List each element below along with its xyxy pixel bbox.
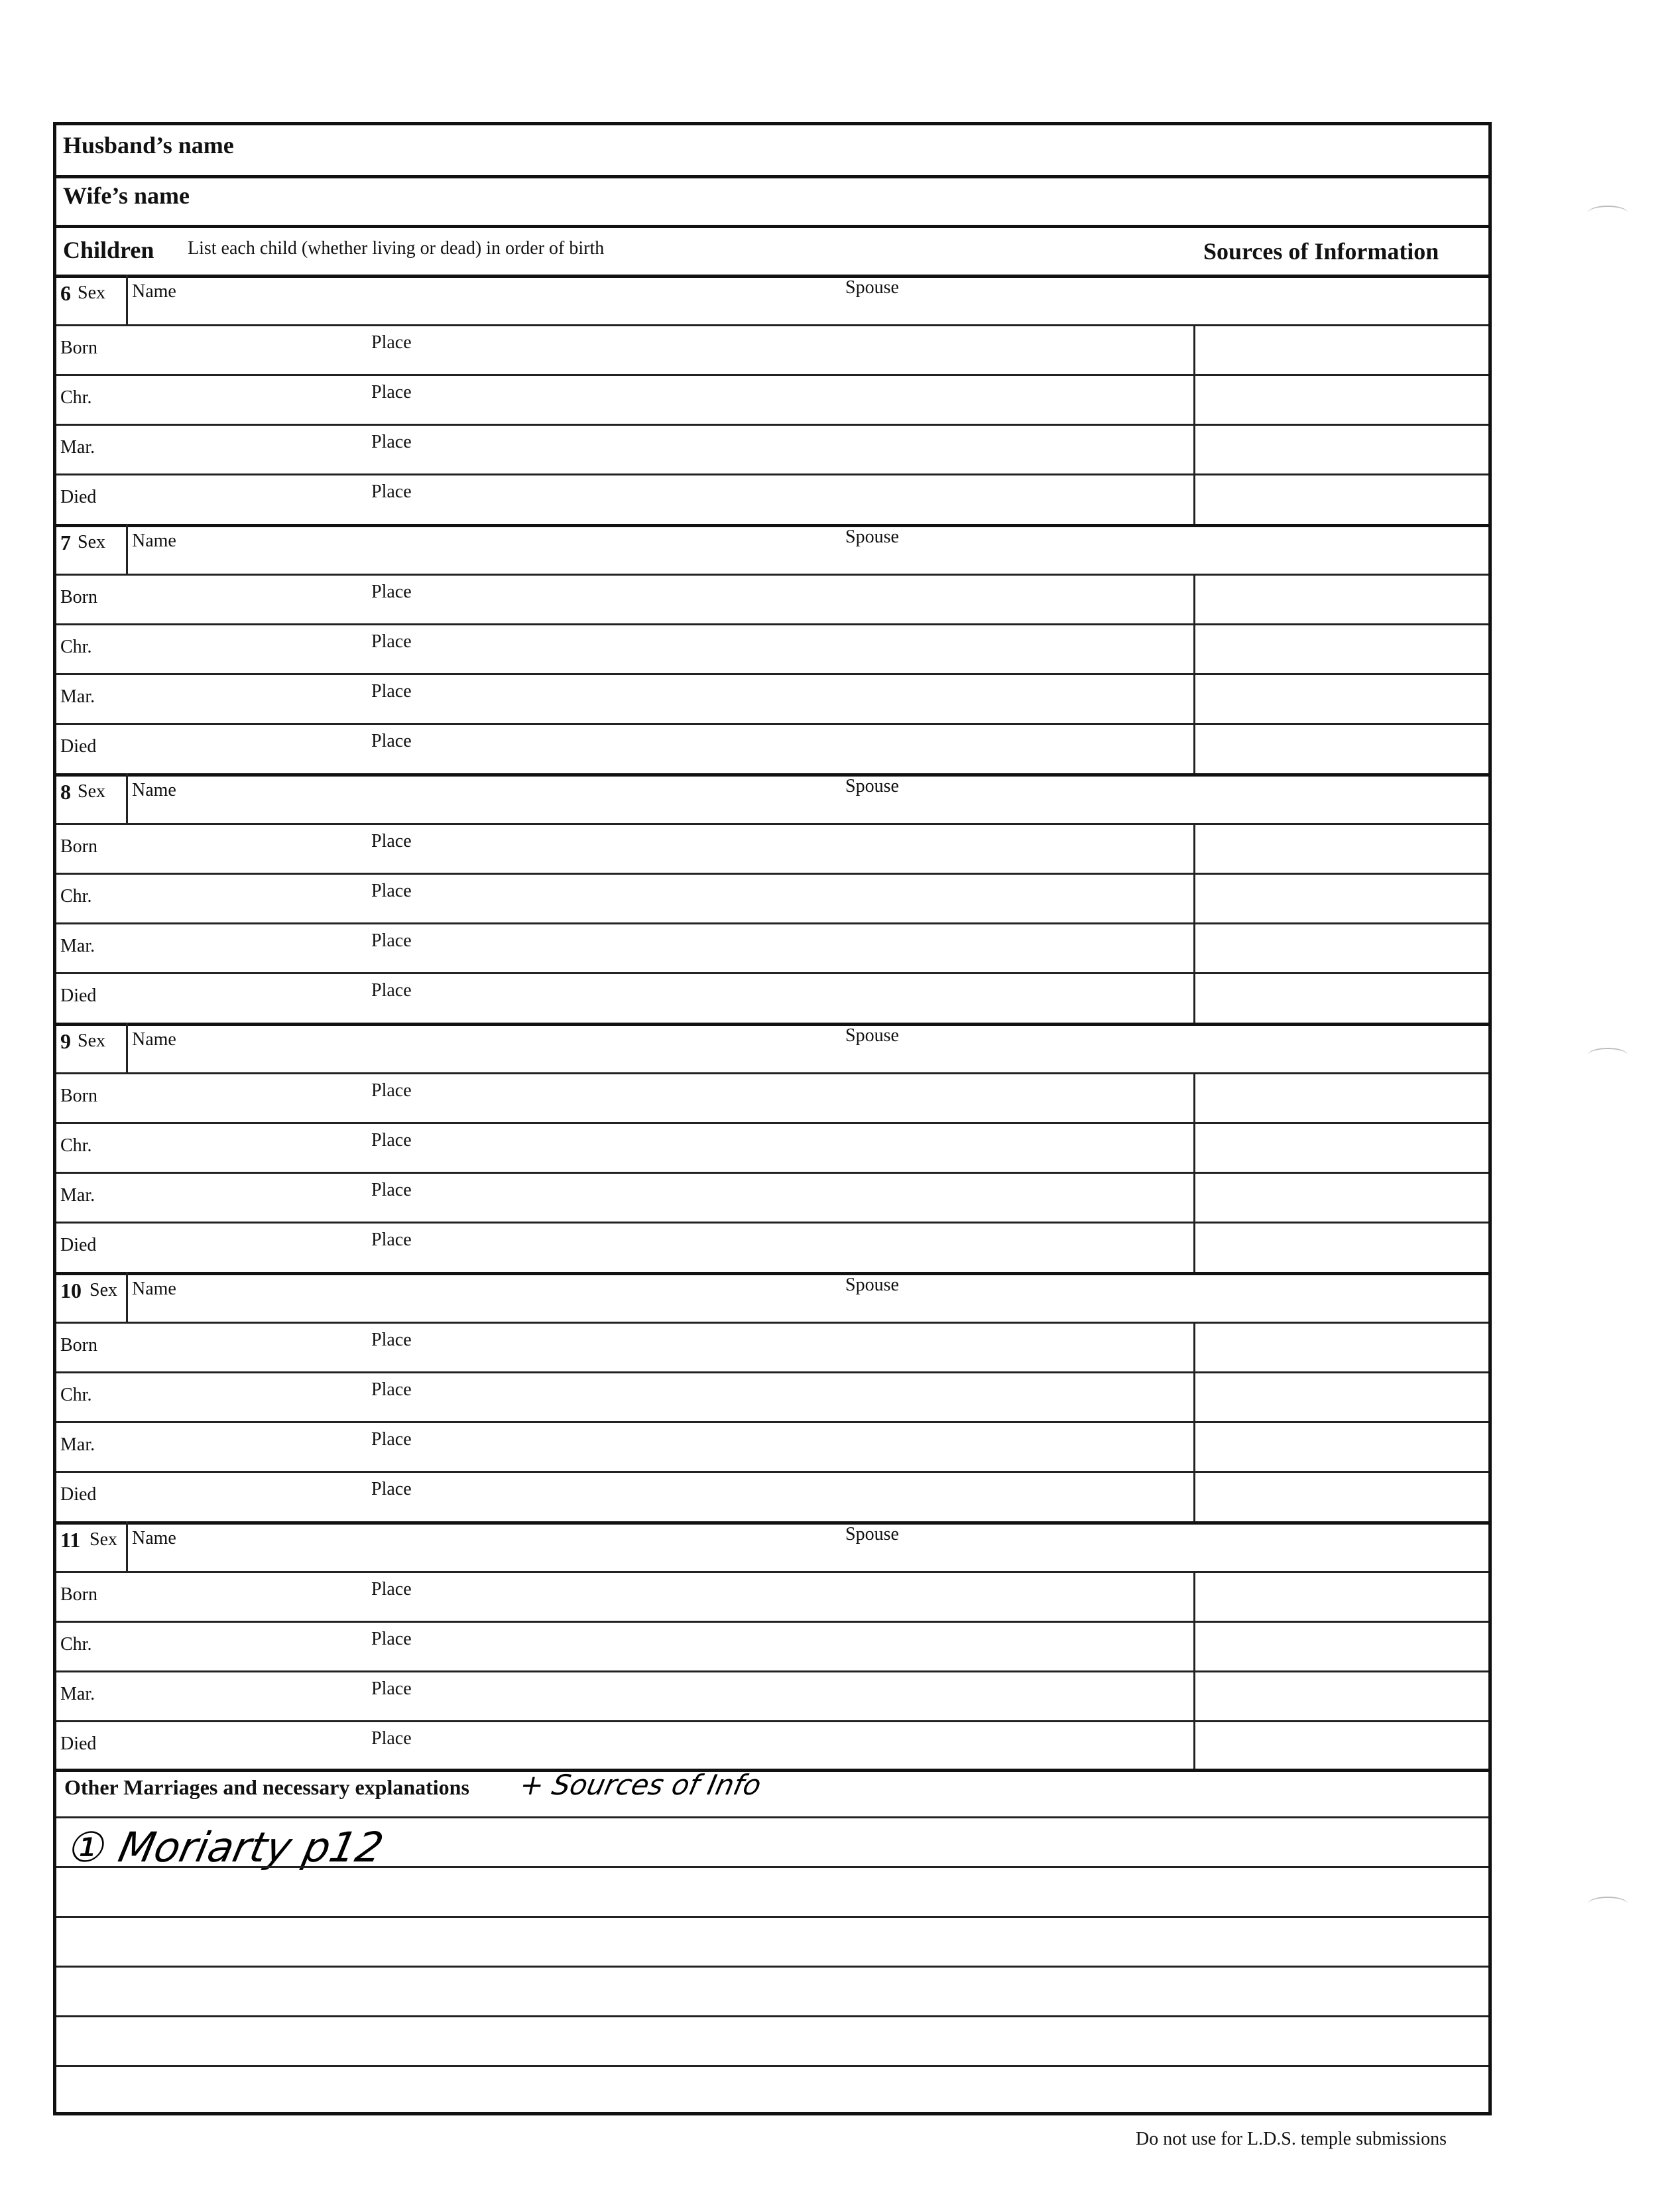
sources-column-divider bbox=[1193, 324, 1195, 524]
event-row-line bbox=[56, 574, 1488, 576]
child-name-label: Name bbox=[132, 531, 176, 551]
child-block-divider bbox=[56, 1023, 1488, 1026]
child-block bbox=[56, 524, 1488, 773]
punch-hole-mark bbox=[1588, 1897, 1628, 1911]
sex-name-divider bbox=[126, 1272, 128, 1322]
child-number: 9 bbox=[60, 1029, 71, 1053]
child-name-label: Name bbox=[132, 281, 176, 302]
event-row-line bbox=[56, 1720, 1488, 1722]
place-label: Place bbox=[371, 1379, 412, 1400]
event-label: Died bbox=[60, 736, 97, 757]
place-label: Place bbox=[371, 881, 412, 901]
sources-column-divider bbox=[1193, 1571, 1195, 1771]
place-label: Place bbox=[371, 731, 412, 751]
event-label: Died bbox=[60, 487, 97, 507]
child-sex-label: Sex bbox=[78, 1031, 105, 1051]
place-label: Place bbox=[371, 831, 412, 851]
sex-name-divider bbox=[126, 275, 128, 324]
child-spouse-label: Spouse bbox=[845, 277, 899, 298]
event-label: Mar. bbox=[60, 936, 95, 956]
place-label: Place bbox=[371, 332, 412, 353]
event-row-line bbox=[56, 673, 1488, 675]
child-spouse-label: Spouse bbox=[845, 1025, 899, 1046]
event-label: Born bbox=[60, 338, 97, 358]
sources-column-divider bbox=[1193, 1072, 1195, 1272]
place-label: Place bbox=[371, 1429, 412, 1450]
children-label: Children bbox=[63, 237, 154, 263]
other-marriages-label: Other Marriages and necessary explanations bbox=[64, 1775, 469, 1799]
punch-hole-mark bbox=[1588, 206, 1628, 220]
children-instruction: List each child (whether living or dead) in order of birth bbox=[188, 238, 605, 259]
event-row-line bbox=[56, 1122, 1488, 1124]
place-label: Place bbox=[371, 1629, 412, 1649]
event-row-line bbox=[56, 324, 1488, 326]
event-label: Born bbox=[60, 1584, 97, 1605]
child-sex-label: Sex bbox=[90, 1280, 117, 1300]
event-row-line bbox=[56, 1471, 1488, 1473]
event-row-line bbox=[56, 1072, 1488, 1074]
event-row-line bbox=[56, 1621, 1488, 1623]
child-sex-label: Sex bbox=[90, 1529, 117, 1550]
place-label: Place bbox=[371, 1330, 412, 1350]
place-label: Place bbox=[371, 1678, 412, 1699]
place-label: Place bbox=[371, 1130, 412, 1151]
wife-name-label: Wife’s name bbox=[63, 182, 190, 209]
child-number: 10 bbox=[60, 1279, 82, 1302]
event-row-line bbox=[56, 1670, 1488, 1672]
event-label: Chr. bbox=[60, 387, 92, 408]
event-label: Chr. bbox=[60, 1634, 92, 1655]
child-number: 7 bbox=[60, 531, 71, 554]
event-row-line bbox=[56, 723, 1488, 725]
footer-note: Do not use for L.D.S. temple submissions bbox=[1136, 2129, 1447, 2149]
handwritten-sources-note: + Sources of Info bbox=[516, 1769, 764, 1801]
husband-name-label: Husband’s name bbox=[63, 132, 234, 158]
place-label: Place bbox=[371, 681, 412, 702]
child-name-label: Name bbox=[132, 1029, 176, 1050]
child-block-divider bbox=[56, 524, 1488, 527]
event-row-line bbox=[56, 424, 1488, 426]
sex-name-divider bbox=[126, 1023, 128, 1072]
child-block bbox=[56, 1023, 1488, 1272]
event-label: Mar. bbox=[60, 437, 95, 458]
sex-name-divider bbox=[126, 1521, 128, 1571]
child-spouse-label: Spouse bbox=[845, 1275, 899, 1295]
child-sex-label: Sex bbox=[78, 532, 105, 552]
child-block bbox=[56, 275, 1488, 524]
place-label: Place bbox=[371, 582, 412, 602]
child-spouse-label: Spouse bbox=[845, 1524, 899, 1544]
child-block-divider bbox=[56, 275, 1488, 278]
place-label: Place bbox=[371, 382, 412, 403]
event-row-line bbox=[56, 1322, 1488, 1324]
place-label: Place bbox=[371, 481, 412, 502]
place-label: Place bbox=[371, 1579, 412, 1600]
sex-name-divider bbox=[126, 773, 128, 823]
place-label: Place bbox=[371, 1479, 412, 1499]
event-label: Chr. bbox=[60, 637, 92, 657]
child-spouse-label: Spouse bbox=[845, 776, 899, 796]
child-sex-label: Sex bbox=[78, 781, 105, 802]
event-row-line bbox=[56, 473, 1488, 475]
event-label: Born bbox=[60, 1086, 97, 1106]
event-label: Mar. bbox=[60, 1684, 95, 1704]
event-label: Born bbox=[60, 587, 97, 607]
child-block-divider bbox=[56, 1272, 1488, 1275]
punch-hole-mark bbox=[1588, 1048, 1628, 1062]
handwritten-moriarty-note: ① Moriarty p12 bbox=[64, 1823, 388, 1871]
event-row-line bbox=[56, 374, 1488, 376]
child-block-divider bbox=[56, 773, 1488, 777]
child-name-label: Name bbox=[132, 1279, 176, 1299]
child-spouse-label: Spouse bbox=[845, 527, 899, 547]
sources-column-divider bbox=[1193, 574, 1195, 773]
place-label: Place bbox=[371, 930, 412, 951]
event-label: Died bbox=[60, 1733, 97, 1754]
child-number: 8 bbox=[60, 780, 71, 804]
event-label: Mar. bbox=[60, 686, 95, 707]
sources-column-divider bbox=[1193, 823, 1195, 1023]
child-name-label: Name bbox=[132, 780, 176, 800]
child-block-divider bbox=[56, 1521, 1488, 1525]
event-label: Born bbox=[60, 836, 97, 857]
child-block bbox=[56, 773, 1488, 1023]
child-block bbox=[56, 1521, 1488, 1771]
place-label: Place bbox=[371, 1180, 412, 1200]
child-sex-label: Sex bbox=[78, 283, 105, 303]
event-label: Mar. bbox=[60, 1185, 95, 1206]
event-row-line bbox=[56, 823, 1488, 825]
sources-of-information-label: Sources of Information bbox=[1203, 238, 1439, 265]
sources-column-divider bbox=[1193, 1322, 1195, 1521]
place-label: Place bbox=[371, 631, 412, 652]
child-number: 11 bbox=[60, 1528, 81, 1552]
child-number: 6 bbox=[60, 281, 71, 305]
event-label: Chr. bbox=[60, 886, 92, 907]
event-row-line bbox=[56, 1421, 1488, 1423]
event-row-line bbox=[56, 1222, 1488, 1224]
event-label: Died bbox=[60, 985, 97, 1006]
place-label: Place bbox=[371, 980, 412, 1001]
child-name-label: Name bbox=[132, 1528, 176, 1548]
event-label: Born bbox=[60, 1335, 97, 1355]
event-row-line bbox=[56, 1172, 1488, 1174]
event-label: Chr. bbox=[60, 1135, 92, 1156]
family-group-sheet-form bbox=[53, 122, 1492, 2115]
event-label: Chr. bbox=[60, 1385, 92, 1405]
place-label: Place bbox=[371, 1728, 412, 1749]
event-row-line bbox=[56, 922, 1488, 924]
place-label: Place bbox=[371, 1080, 412, 1101]
event-row-line bbox=[56, 1371, 1488, 1373]
event-label: Died bbox=[60, 1235, 97, 1255]
event-row-line bbox=[56, 1571, 1488, 1573]
event-label: Died bbox=[60, 1484, 97, 1505]
place-label: Place bbox=[371, 432, 412, 452]
place-label: Place bbox=[371, 1229, 412, 1250]
event-label: Mar. bbox=[60, 1434, 95, 1455]
event-row-line bbox=[56, 873, 1488, 875]
event-row-line bbox=[56, 623, 1488, 625]
child-block bbox=[56, 1272, 1488, 1521]
sex-name-divider bbox=[126, 524, 128, 574]
event-row-line bbox=[56, 972, 1488, 974]
